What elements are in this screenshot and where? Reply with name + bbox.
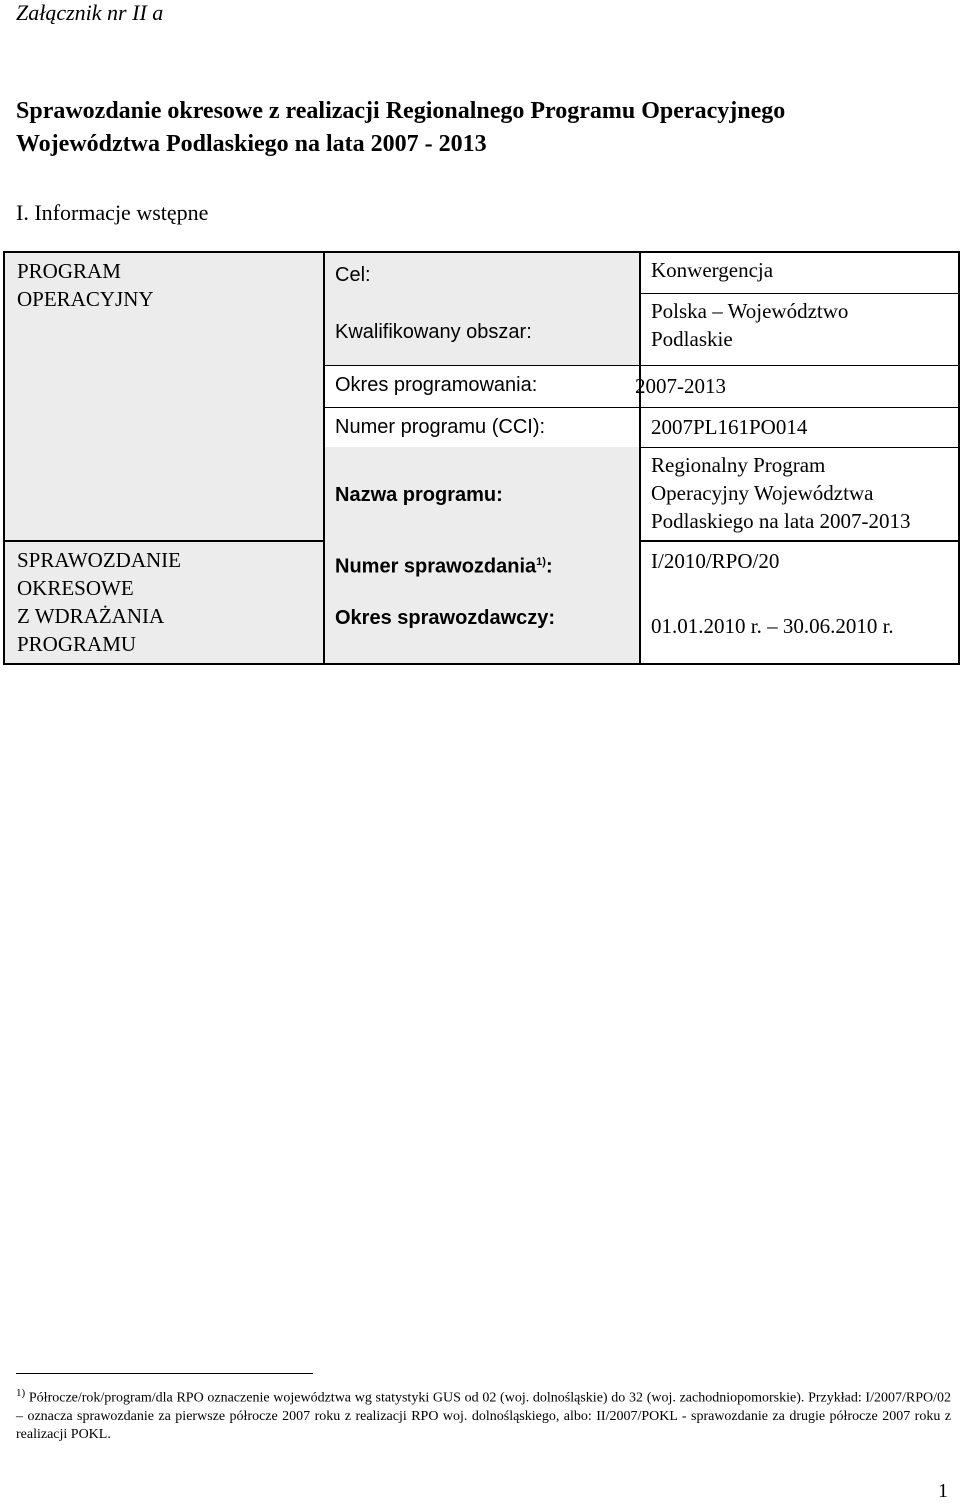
left-bottom-line-3: Z WDRAŻANIA [17, 604, 165, 628]
nazwa-value-line-1: Regionalny Program [651, 453, 826, 477]
cel-label: Cel: [335, 264, 371, 286]
footnote-marker: 1) [16, 1387, 26, 1399]
program-operacyjny-cell [4, 252, 324, 541]
nazwa-value-line-3: Podlaskiego na lata 2007-2013 [651, 509, 911, 533]
okres-sprawozdawczy-label: Okres sprawozdawczy: [335, 607, 556, 629]
okres-sprawozdawczy-value: 01.01.2010 r. – 30.06.2010 r. [651, 614, 894, 638]
okres-programowania-value: 2007-2013 [635, 374, 726, 398]
nazwa-value-line-2: Operacyjny Województwa [651, 481, 874, 505]
values-bottom-cell [640, 541, 959, 664]
annex-label: Załącznik nr II a [16, 0, 164, 25]
numer-programu-label: Numer programu (CCI): [335, 416, 546, 438]
obszar-value-line-1: Polska – Województwo [651, 299, 849, 323]
footnote-ref: 1) [536, 556, 546, 568]
title-line-2: Województwa Podlaskiego na lata 2007 - 2013 [16, 131, 487, 157]
left-bottom-line-2: OKRESOWE [17, 576, 134, 600]
labels-top-cell [324, 252, 640, 541]
labels-bottom-cell [324, 541, 640, 664]
obszar-label: Kwalifikowany obszar: [335, 321, 532, 343]
footnote-text: Półrocze/rok/program/dla RPO oznaczenie województwa wg statystyki GUS od 02 (woj. dolnośląskie) do 32 (woj. zachodniopomorskie). Przykład: I/2007/RPO/02 – oznacza sprawozdanie za pierwsze półrocze 2007 roku z realizacji RPO woj. dolnośląskiego, albo: II/2007/POKL - sprawozdanie za drugie półrocze 2007 roku z realizacji POKL. [16, 1390, 951, 1442]
numer-sprawozdania-value: I/2010/RPO/20 [651, 549, 780, 573]
title-line-1: Sprawozdanie okresowe z realizacji Regionalnego Programu Operacyjnego [16, 98, 786, 124]
sprawozdanie-okresowe-cell [4, 541, 324, 664]
footnote-separator [16, 1373, 313, 1374]
page-number: 1 [938, 1480, 948, 1502]
info-table [3, 251, 960, 665]
left-top-line-2: OPERACYJNY [17, 287, 154, 311]
numer-sprawozdania-label: Numer sprawozdania$^{1)}$: [335, 555, 553, 578]
obszar-value-line-2: Podlaskie [651, 327, 733, 351]
numer-programu-value: 2007PL161PO014 [651, 415, 808, 439]
cel-value: Konwergencja [651, 258, 774, 282]
left-top-line-1: PROGRAM [17, 259, 121, 283]
left-bottom-line-1: SPRAWOZDANIE [17, 548, 181, 572]
values-top-cell [635, 252, 959, 541]
section-heading: I. Informacje wstępne [16, 200, 209, 225]
nazwa-programu-label: Nazwa programu: [335, 484, 503, 506]
document-title [16, 95, 785, 161]
okres-programowania-label: Okres programowania: [335, 374, 538, 396]
footnote [16, 1384, 951, 1444]
left-bottom-line-4: PROGRAMU [17, 632, 137, 656]
